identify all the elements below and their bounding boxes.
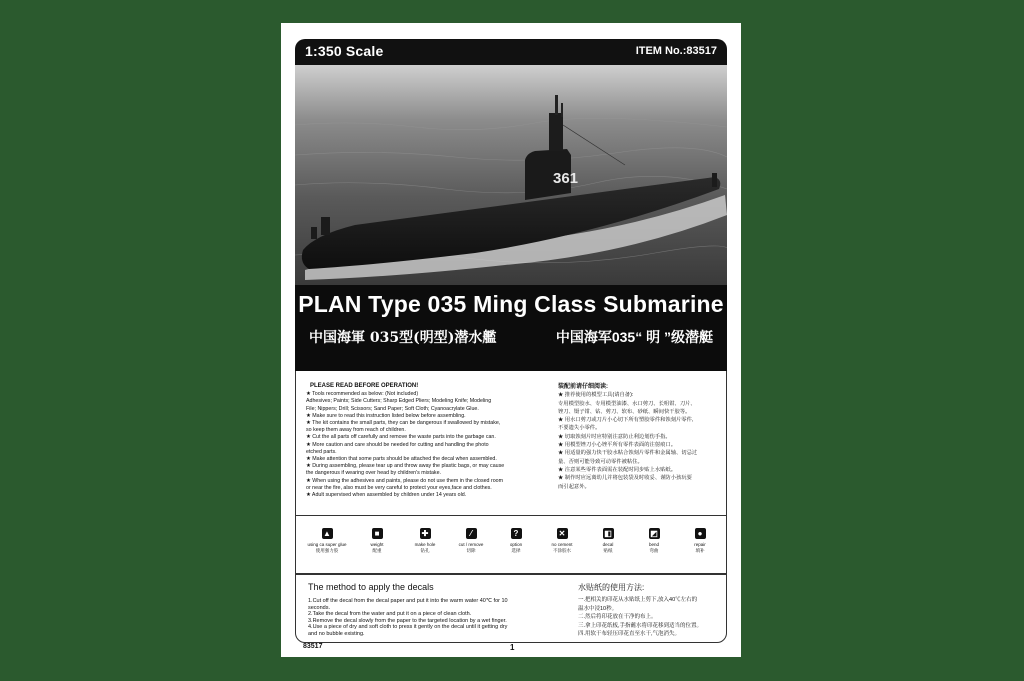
legend-item bbox=[585, 528, 631, 554]
title-banner bbox=[295, 285, 727, 371]
legend-label-cn: 填补 bbox=[695, 548, 705, 553]
legend-item bbox=[402, 528, 448, 554]
warning-line: ★ Tools recommended as below: (Not included) bbox=[306, 391, 419, 398]
footer-item-code: 83517 bbox=[303, 643, 323, 650]
decal-instructions bbox=[295, 573, 727, 643]
warnings-cn bbox=[558, 383, 724, 491]
legend-label-cn: 使用强力胶 bbox=[315, 548, 339, 553]
warnings-section bbox=[295, 371, 727, 516]
legend-label-cn: 选择 bbox=[511, 548, 521, 553]
legend-label-en: weight bbox=[370, 542, 384, 547]
warning-line: ★ Make attention that some parts should be attached the decal when assembled. bbox=[306, 456, 497, 463]
decal-step-cn: 温水中浸10秒。 bbox=[578, 605, 618, 612]
header-bar bbox=[295, 39, 727, 65]
no-cement-icon: ✕ bbox=[557, 528, 568, 539]
instruction-sheet bbox=[281, 23, 741, 657]
question-icon: ? bbox=[511, 528, 522, 539]
warning-line-cn: 专用模型胶水、专用模型油漆、水口剪刀、长咀钳、刀片、 bbox=[558, 400, 696, 407]
warning-line: the dangerous if wearing over head by children's mistake. bbox=[306, 470, 441, 477]
decal-step-cn: 二.然后将印花放在干净的布上。 bbox=[578, 614, 657, 620]
legend-item bbox=[304, 528, 350, 554]
legend-label-cn: 切除 bbox=[466, 548, 476, 553]
legend-label-en: option bbox=[509, 542, 523, 547]
decal-step: 4.Use a piece of dry and soft cloth to press it gently on the decal until it getting dry bbox=[308, 624, 508, 630]
legend-label-cn: 贴纸 bbox=[603, 548, 613, 553]
warning-line: so keep them away from reach of children. bbox=[306, 427, 406, 434]
warning-line-cn: ★ 用水口剪刀或刀片小心切下所有塑胶零件和蚀刻片零件, bbox=[558, 417, 694, 424]
decal-title-en: The method to apply the decals bbox=[308, 582, 434, 592]
model-title-cn-traditional: 中国海軍 035型(明型)潜水艦 bbox=[309, 330, 497, 346]
warning-line: File; Nippers; Drill; Scissors; Sand Paper; Soft Cloth; Cyanoacrylate Glue. bbox=[306, 405, 479, 412]
legend-label-en: cut / remove bbox=[458, 542, 484, 547]
warning-line: Adhesives; Paints; Side Cutters; Sharp Edged Pliers; Modeling Knife; Modeling bbox=[306, 398, 492, 405]
warning-line: ★ Cut the all parts off carefully and remove the waste parts into the garbage can. bbox=[306, 434, 496, 441]
legend-item bbox=[631, 528, 677, 554]
legend-label-en: repair bbox=[694, 542, 706, 547]
hull-number: 361 bbox=[553, 170, 579, 187]
decal-step: 3.Remove the decal slowly from the paper to the targeted location by a wet finger. bbox=[308, 617, 507, 624]
warning-line-cn: ★ 切取蚀刻片时应特别注意防止利边划伤手指。 bbox=[558, 433, 671, 440]
legend-item bbox=[677, 528, 723, 554]
bend-icon: ◩ bbox=[650, 529, 658, 538]
legend-label-en: make hole bbox=[414, 542, 436, 547]
item-number: ITEM No.:83517 bbox=[635, 45, 717, 57]
scale-label: 1:350 Scale bbox=[305, 43, 384, 59]
weight-icon: ■ bbox=[372, 528, 383, 539]
warning-line-cn: ★ 用适量的强力快干胶水粘合蚀刻片零件和金属轴、切忌过 bbox=[558, 450, 698, 457]
legend-item bbox=[354, 528, 400, 554]
decal-steps-cn bbox=[578, 596, 728, 639]
legend-label-cn: 不涂胶水 bbox=[553, 548, 571, 553]
drop-icon: ▲ bbox=[323, 529, 331, 538]
legend-label-cn: 钻孔 bbox=[420, 548, 430, 553]
warning-line-cn: 锉刀、镊子钳、钻、剪刀、软布、砂纸、瞬间快干胶等。 bbox=[558, 408, 691, 415]
legend-label-en: decal bbox=[602, 542, 614, 547]
warning-line: ★ Adult supervised when assembled by children under 14 years old. bbox=[306, 492, 467, 499]
decal-step: 1.Cut off the decal from the decal paper and put it into the warm water 40℃ for 10 bbox=[308, 598, 508, 604]
decal-step: 2.Take the decal from the water and put it on a piece of clean cloth. bbox=[308, 611, 472, 617]
warning-line-cn: ★ 制作时应远离幼儿并将包装袋及时收妥、谨防小孩玩耍 bbox=[558, 475, 692, 482]
legend-item bbox=[493, 528, 539, 554]
drill-icon: ✚ bbox=[420, 528, 431, 539]
warnings-cn-heading: 装配前请仔细阅读: bbox=[558, 384, 608, 390]
symbol-legend bbox=[295, 515, 727, 575]
legend-item bbox=[539, 528, 585, 554]
model-title-cn-simplified: 中国海军035“ 明 ”级潜艇 bbox=[555, 329, 713, 345]
decal-step: and no bubble existing. bbox=[308, 630, 365, 637]
warnings-en bbox=[306, 383, 526, 499]
decal-step-cn: 四.用软干布轻压印花直至水干,气泡消失。 bbox=[578, 631, 681, 637]
warning-line: ★ During assembling, please tear up and throw away the plastic bags, or may cause bbox=[306, 463, 505, 470]
submarine-photo bbox=[295, 65, 727, 285]
legend-item bbox=[448, 528, 494, 554]
warning-line: or near the fire, also must be very careful to protect your eyes,face and clothes. bbox=[306, 484, 492, 491]
decal-steps-en bbox=[308, 598, 538, 637]
repair-icon: ● bbox=[695, 528, 706, 539]
warning-line-cn: 而引起意外。 bbox=[558, 483, 590, 490]
warning-line: ★ More caution and care should be needed for cutting and handling the photo bbox=[306, 441, 489, 448]
decal-icon: ◧ bbox=[604, 529, 612, 538]
legend-label-cn: 配重 bbox=[372, 548, 382, 553]
model-title-en: PLAN Type 035 Ming Class Submarine bbox=[298, 291, 724, 317]
knife-icon: ⁄ bbox=[466, 528, 477, 539]
decal-step: seconds. bbox=[308, 604, 331, 611]
warning-line: etched parts. bbox=[306, 448, 337, 455]
legend-label-cn: 弯曲 bbox=[649, 548, 659, 553]
warning-line: ★ When using the adhesives and paints, please do not use them in the closed room bbox=[306, 477, 504, 484]
legend-label-en: no cement bbox=[551, 542, 573, 547]
decal-title-cn: 水贴纸的使用方法: bbox=[578, 583, 645, 592]
warning-line-cn: 量、否则可能导致可动零件被粘住。 bbox=[558, 458, 643, 465]
legend-label-en: using ca super glue bbox=[307, 542, 347, 547]
warning-line: ★ Make sure to read this instruction listed below before assembling. bbox=[306, 412, 466, 419]
legend-label-en: bend bbox=[648, 542, 659, 547]
warning-line-cn: ★ 用模型锉刀小心锉平所有零件表面的注射痕口。 bbox=[558, 442, 677, 449]
page-number: 1 bbox=[510, 643, 515, 652]
decal-step-cn: 一.把相关的印花从水贴纸上剪下,放入40℃左右的 bbox=[578, 597, 698, 603]
decal-step-cn: 三.拿上印花纸板,手指蘸水将印花移到适当的位置。 bbox=[578, 622, 703, 629]
warning-line-cn: ★ 注意某些零件表面需在装配时同步贴上水贴纸。 bbox=[558, 466, 677, 473]
warning-line-cn: ★ 推荐使用的模型工具(请自备): bbox=[558, 392, 634, 399]
warnings-en-heading: PLEASE READ BEFORE OPERATION! bbox=[310, 383, 419, 389]
submarine-photo-illustration bbox=[295, 65, 727, 285]
warning-line: ★ The kit contains the small parts, they can be dangerous if swallowed by mistake, bbox=[306, 420, 501, 427]
warning-line-cn: 不要遗失小零件。 bbox=[558, 425, 601, 432]
